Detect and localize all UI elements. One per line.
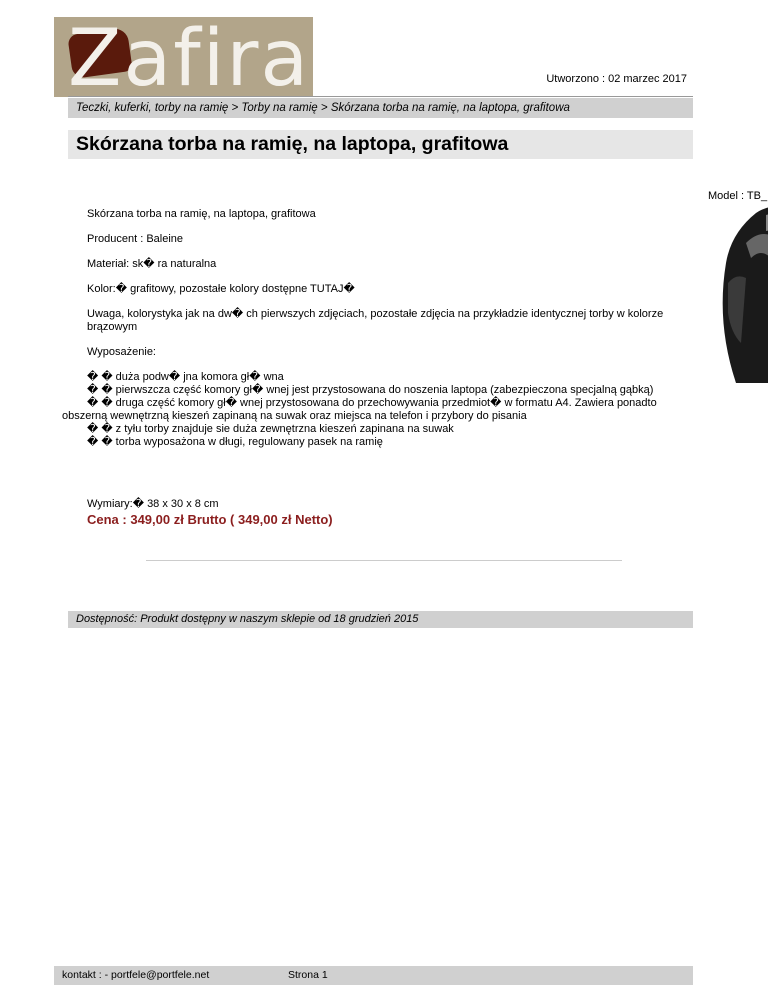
producer: Producent : Baleine: [87, 233, 184, 245]
list-item: � � druga część komory gł� wnej przystosowana do przechowywania przedmiot� w formatu A4. Zawiera ponadto: [87, 397, 657, 409]
product-image: [716, 203, 768, 383]
product-description: [62, 208, 689, 449]
price: Cena : 349,00 zł Brutto ( 349,00 zł Netto): [87, 512, 333, 527]
color: Kolor:� grafitowy, pozostałe kolory dostępne TUTAJ�: [87, 283, 355, 295]
product-name: Skórzana torba na ramię, na laptopa, grafitowa: [87, 208, 316, 220]
created-date: Utworzono : 02 marzec 2017: [546, 73, 687, 85]
logo: [54, 17, 313, 97]
equipment-label: Wyposażenie:: [87, 346, 156, 358]
list-item: � � pierwszcza część komory gł� wnej jest przystosowana do noszenia laptopa (zabezpieczona specjalną gąbką): [87, 384, 654, 396]
contact-info: kontakt : - portfele@portfele.net: [62, 969, 210, 981]
list-item: � � torba wyposażona w długi, regulowany pasek na ramię: [87, 436, 383, 448]
footer: [54, 966, 693, 985]
list-item: � � duża podw� jna komora gł� wna: [87, 371, 284, 383]
availability: Dostępność: Produkt dostępny w naszym sklepie od 18 grudzień 2015: [68, 611, 693, 628]
page-number: Strona 1: [288, 969, 328, 981]
logo-text: Zafira: [68, 17, 311, 97]
list-item: obszerną wewnętrzną kieszeń zapinaną na suwak oraz miejsca na telefon i przybory do pisania: [62, 410, 527, 422]
header-divider: [68, 96, 693, 97]
material: Materiał: sk� ra naturalna: [87, 258, 217, 270]
note: Uwaga, kolorystyka jak na dw� ch pierwszych zdjęciach, pozostałe zdjęcia na przykładzie identycznej torby w kolorze brązowym: [87, 308, 664, 333]
model-label: Model : TB_: [708, 190, 768, 202]
feature-list: [62, 371, 689, 449]
separator: [146, 560, 622, 561]
page-title: Skórzana torba na ramię, na laptopa, grafitowa: [68, 130, 693, 159]
breadcrumb: Teczki, kuferki, torby na ramię > Torby na ramię > Skórzana torba na ramię, na laptopa, grafitowa: [68, 98, 693, 118]
dimensions: Wymiary:� 38 x 30 x 8 cm: [87, 498, 219, 510]
list-item: � � z tyłu torby znajduje sie duża zewnętrzna kieszeń zapinana na suwak: [87, 423, 454, 435]
